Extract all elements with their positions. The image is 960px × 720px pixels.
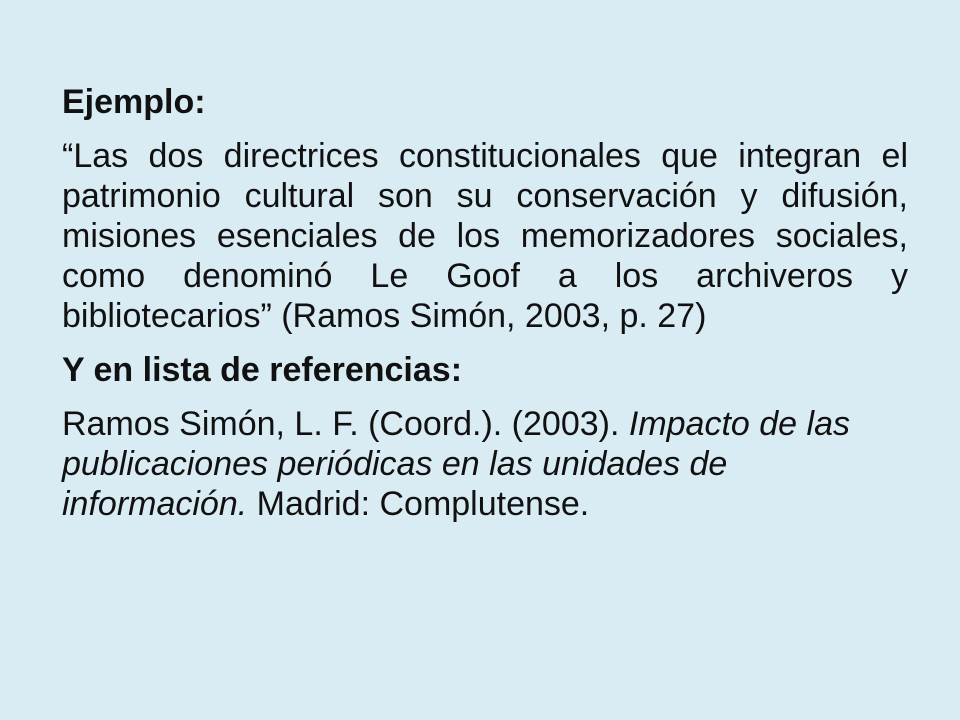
references-heading: Y en lista de referencias: <box>62 351 463 389</box>
reference-author-year: Ramos Simón, L. F. (Coord.). (2003). <box>62 405 620 443</box>
example-quote: “Las dos directrices constitucionales que integran el patrimonio cultural son su conservación y difusión, misiones esenciales de los memorizadores sociales, como denominó Le Goof a los archiveros y bibliotecarios” (Ramos Simón, 2003, p. 27) <box>62 137 908 335</box>
reference-publisher: Madrid: Complutense. <box>256 485 590 523</box>
reference-title: Impacto de las publicaciones periódicas en las unidades de información. <box>62 405 850 523</box>
reference-entry <box>62 404 908 524</box>
example-heading: Ejemplo: <box>62 83 206 121</box>
slide-content <box>62 82 908 524</box>
